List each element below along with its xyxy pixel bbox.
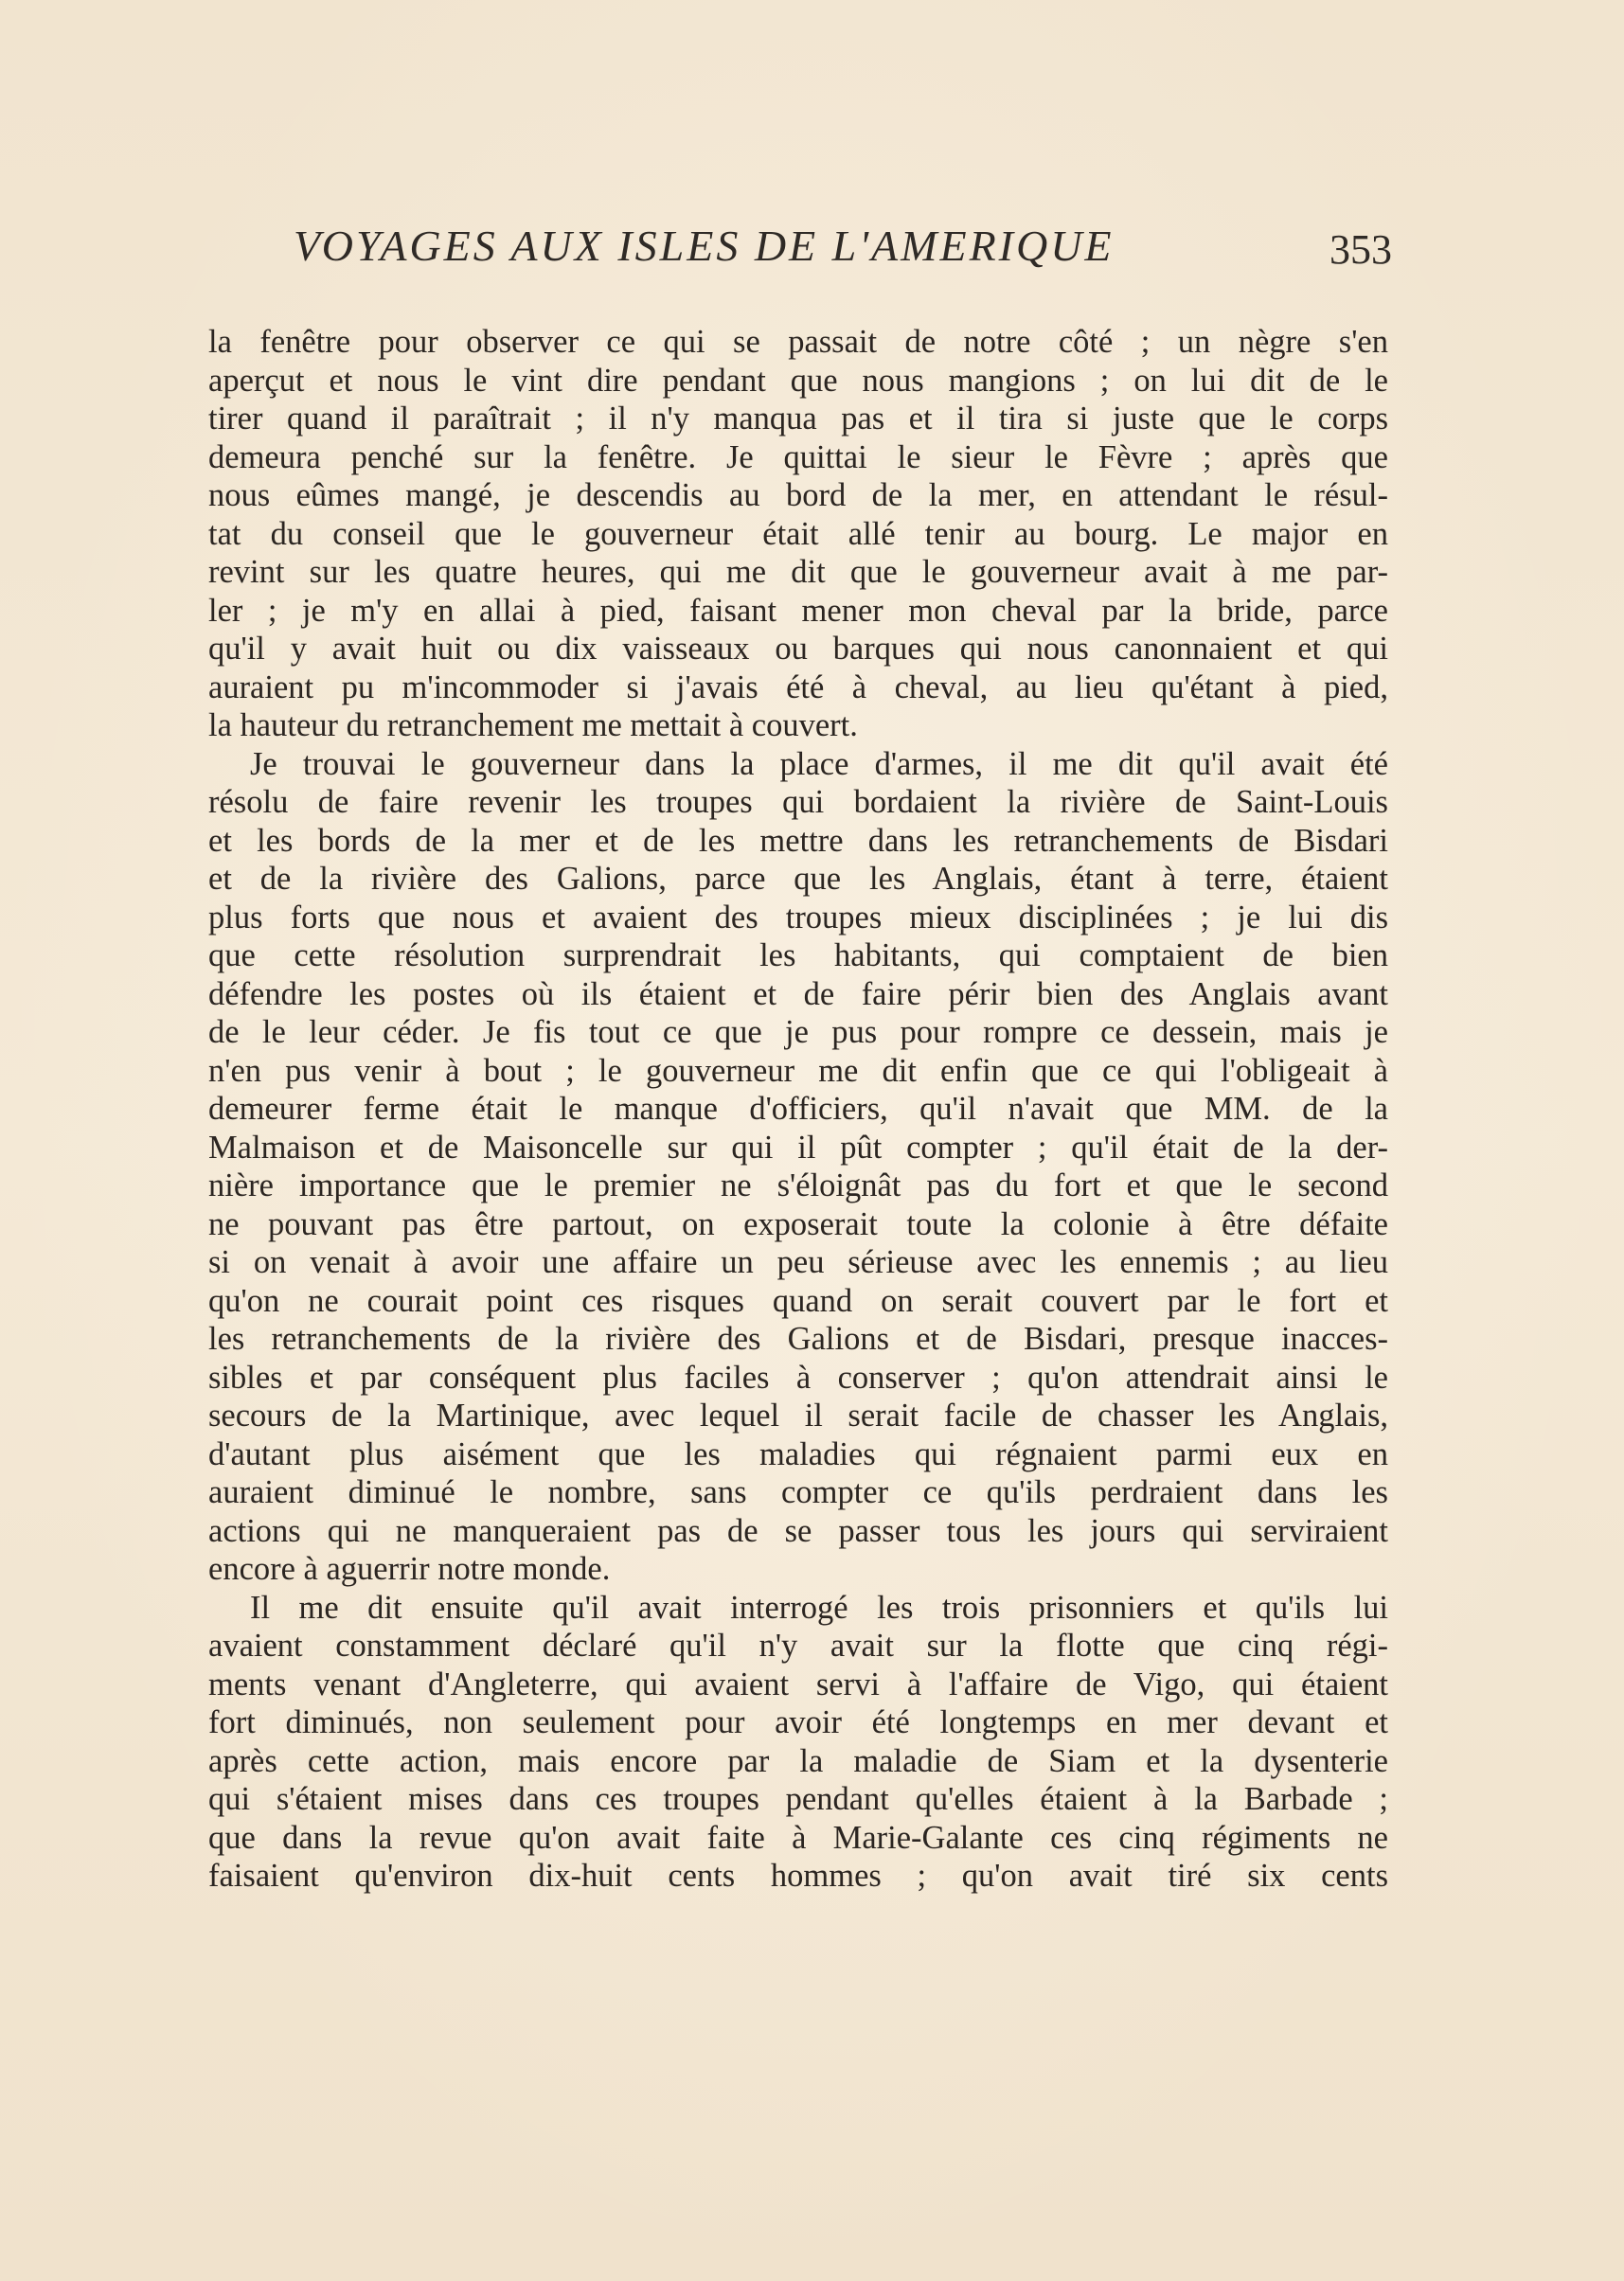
text-line: que cette résolution surprendrait les habitants, qui comptaient de bien xyxy=(208,937,1388,973)
text-line: actions qui ne manqueraient pas de se passer tous les jours qui serviraient xyxy=(208,1512,1388,1549)
text-line: d'autant plus aisément que les maladies qui régnaient parmi eux en xyxy=(208,1435,1388,1472)
paragraph-end-line: la hauteur du retranchement me mettait à couvert. xyxy=(208,707,858,743)
text-line: avaient constamment déclaré qu'il n'y avait sur la flotte que cinq régi- xyxy=(208,1628,1388,1664)
text-line: de le leur céder. Je fis tout ce que je pus pour rompre ce dessein, mais je xyxy=(208,1014,1388,1050)
text-line: auraient pu m'incommoder si j'avais été à cheval, au lieu qu'étant à pied, xyxy=(208,668,1388,705)
text-line: faisaient qu'environ dix-huit cents hommes ; qu'on avait tiré six cents xyxy=(208,1858,1388,1894)
text-line: sibles et par conséquent plus faciles à conserver ; qu'on attendrait ainsi le xyxy=(208,1359,1388,1396)
text-line: ne pouvant pas être partout, on exposerait toute la colonie à être défaite xyxy=(208,1205,1388,1242)
text-line: ler ; je m'y en allai à pied, faisant mener mon cheval par la bride, parce xyxy=(208,592,1388,629)
text-line: si on venait à avoir une affaire un peu sérieuse avec les ennemis ; au lieu xyxy=(208,1244,1388,1280)
text-line: aperçut et nous le vint dire pendant que nous mangions ; on lui dit de le xyxy=(208,362,1388,399)
text-line: les retranchements de la rivière des Galions et de Bisdari, presque inacces- xyxy=(208,1321,1388,1357)
page-number: 353 xyxy=(1330,226,1392,273)
paragraph-start-line: Il me dit ensuite qu'il avait interrogé les trois prisonniers et qu'ils lui xyxy=(250,1589,1388,1626)
text-line: résolu de faire revenir les troupes qui bordaient la rivière de Saint-Louis xyxy=(208,784,1388,820)
text-line: défendre les postes où ils étaient et de faire périr bien des Anglais avant xyxy=(208,975,1388,1012)
body-text xyxy=(208,323,1388,1896)
text-line: qui s'étaient mises dans ces troupes pendant qu'elles étaient à la Barbade ; xyxy=(208,1781,1388,1817)
running-title: VOYAGES AUX ISLES DE L'AMERIQUE xyxy=(294,222,1115,270)
text-line: la fenêtre pour observer ce qui se passait de notre côté ; un nègre s'en xyxy=(208,324,1388,360)
text-line: fort diminués, non seulement pour avoir été longtemps en mer devant et xyxy=(208,1704,1388,1740)
paragraph-start-line: Je trouvai le gouverneur dans la place d'armes, il me dit qu'il avait été xyxy=(250,745,1388,782)
text-line: qu'il y avait huit ou dix vaisseaux ou barques qui nous canonnaient et qui xyxy=(208,631,1388,667)
text-line: qu'on ne courait point ces risques quand on serait couvert par le fort et xyxy=(208,1282,1388,1319)
text-line: et les bords de la mer et de les mettre dans les retranchements de Bisdari xyxy=(208,822,1388,859)
text-line: nous eûmes mangé, je descendis au bord de la mer, en attendant le résul- xyxy=(208,477,1388,513)
text-line: demeurer ferme était le manque d'officiers, qu'il n'avait que MM. de la xyxy=(208,1091,1388,1127)
text-line: plus forts que nous et avaient des troupes mieux disciplinées ; je lui dis xyxy=(208,899,1388,936)
paragraph-end-line: encore à aguerrir notre monde. xyxy=(208,1551,611,1587)
text-line: n'en pus venir à bout ; le gouverneur me dit enfin que ce qui l'obligeait à xyxy=(208,1052,1388,1089)
text-line: que dans la revue qu'on avait faite à Marie-Galante ces cinq régiments ne xyxy=(208,1819,1388,1856)
text-line: et de la rivière des Galions, parce que les Anglais, étant à terre, étaient xyxy=(208,861,1388,897)
text-line: tirer quand il paraîtrait ; il n'y manqua pas et il tira si juste que le corps xyxy=(208,401,1388,437)
text-line: nière importance que le premier ne s'éloignât pas du fort et que le second xyxy=(208,1167,1388,1203)
text-line: ments venant d'Angleterre, qui avaient servi à l'affaire de Vigo, qui étaient xyxy=(208,1666,1388,1702)
text-line: Malmaison et de Maisoncelle sur qui il pût compter ; qu'il était de la der- xyxy=(208,1129,1388,1166)
running-head xyxy=(284,213,1397,279)
text-line: revint sur les quatre heures, qui me dit que le gouverneur avait à me par- xyxy=(208,554,1388,590)
text-line: demeura penché sur la fenêtre. Je quittai le sieur le Fèvre ; après que xyxy=(208,438,1388,475)
text-line: secours de la Martinique, avec lequel il serait facile de chasser les Anglais, xyxy=(208,1398,1388,1434)
text-line: après cette action, mais encore par la maladie de Siam et la dysenterie xyxy=(208,1742,1388,1779)
text-line: auraient diminué le nombre, sans compter ce qu'ils perdraient dans les xyxy=(208,1474,1388,1510)
text-line: tat du conseil que le gouverneur était allé tenir au bourg. Le major en xyxy=(208,515,1388,552)
